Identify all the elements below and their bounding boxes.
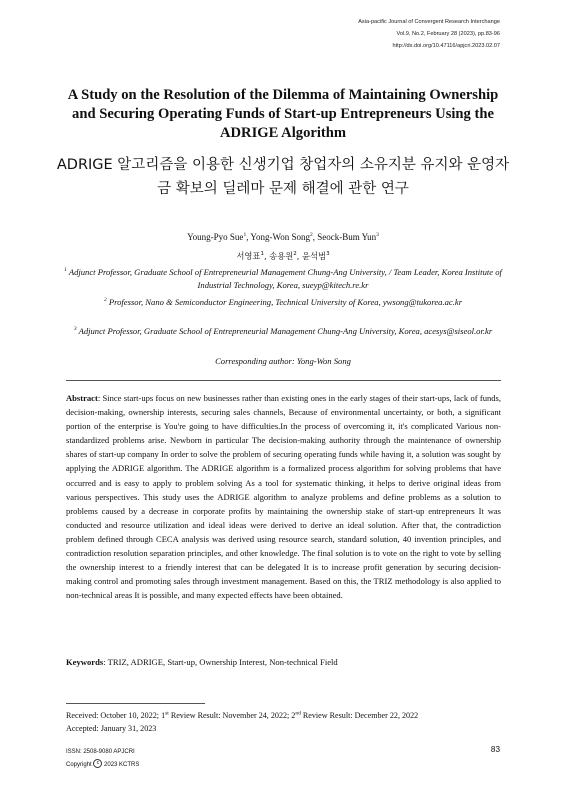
page-number: 83 xyxy=(490,745,500,754)
author-sup: 3 xyxy=(376,232,379,238)
review-dates xyxy=(66,710,501,723)
author-name: Seock-Bum Yun xyxy=(317,232,377,242)
affiliation-1 xyxy=(60,266,506,291)
received-text: Review Result: November 24, 2022; 2 xyxy=(168,711,296,720)
footnote-divider xyxy=(66,703,205,704)
journal-header xyxy=(358,16,500,52)
copyright-owner: 2023 KCTRS xyxy=(104,761,140,768)
affiliation-sup: 3 xyxy=(73,326,77,333)
journal-doi[interactable]: http://dx.doi.org/10.47116/apjcri.2023.02.07 xyxy=(392,43,500,49)
affiliation-3 xyxy=(50,325,516,338)
abstract: Abstract: Since start-ups focus on new businesses rather than existing ones in the early stages of their start-ups, lack of funds, decision-making, ownership interests, securing sales channels, Because of environmental uncertainty, or both, a significant portion of the enterprise is You're going to have difficulties.In the process of overcoming it, it's complicated Various non-standardized problems arise. Newborn in particular The decision-making authority through the maintenance of ownership shares of start-up company In order to solve the problem of securing operating funds while having it, a solution was sought by applying the ADRIGE algorithm. The ADRIGE algorithm is a formalized process algorithm for solving problems that have occurred and is easy to apply to problem solving As a tool for systematic thinking, it helps to derive original ideas from various perspectives. This study uses the ADRIGE algorithm to analyze problems and define problems as a solution to problems caused by a decrease in corporate profits by maintaining the ownership stake of start-up entrepreneurs It was conducted and resource utilization and ideal ideas were derived to derive an ideal solution. After that, the contradiction problem defined through CECA analysis was derived using resource search, standard solution, 40 invention principles, and contradiction resolution separation principles, and other knowledge. The final solution is to vote on the right to vote by selling the ownership interest to a friendly interest that can be delegated It is to increase profit generation by securing decision-making control and promoting sales through investment management. Based on this, the TRIZ methodology is also applied to non-technical areas It is possible, and many expected effects have been obtained. xyxy=(66,393,501,601)
author-list-korean: 서영표$^1$, 송용원$^2$, 윤석범$^3$ xyxy=(236,251,330,261)
author-name-ko: 윤석범 xyxy=(302,251,327,261)
keywords-text: TRIZ, ADRIGE, Start-up, Ownership Interest, Non-technical Field xyxy=(107,657,338,667)
author-name-ko: 송용원 xyxy=(269,251,294,261)
copyright-icon: c xyxy=(93,759,102,768)
author-sup: 1 xyxy=(260,251,264,258)
abstract-label: Abstract xyxy=(66,393,98,403)
accepted-date: Accepted: January 31, 2023 xyxy=(66,723,157,733)
page-footer xyxy=(66,746,501,771)
korean-title: ADRIGE 알고리즘을 이용한 신생기업 창업자의 소유지분 유지와 운영자금 확보의 딜레마 문제 해결에 관한 연구 xyxy=(56,157,510,197)
affiliation-sup: 1 xyxy=(64,267,67,274)
author-sup: 2 xyxy=(293,251,297,258)
affiliation-text: Adjunct Professor, Graduate School of Entrepreneurial Management Chung-Ang University, Korea, acesys@siseol.or.kr xyxy=(78,326,493,336)
english-title: A Study on the Resolution of the Dilemma of Maintaining Ownership and Securing Operating Funds of Start-up Entrepreneurs Using the ADRIGE Algorithm xyxy=(67,87,499,141)
author-list-english: Young-Pyo Sue$^1$, Yong-Won Song$^2$, Seock-Bum Yun$^3$ xyxy=(187,232,379,242)
received-text: Received: October 10, 2022; 1 xyxy=(66,711,166,720)
received-info xyxy=(66,710,501,735)
author-sup: 3 xyxy=(326,251,330,258)
affiliation-sup: 2 xyxy=(103,297,107,304)
affiliation-2 xyxy=(60,296,506,309)
author-sup: 2 xyxy=(309,232,313,238)
ordinal-sup: st xyxy=(165,710,169,717)
corresponding-author: Corresponding author: Yong-Won Song xyxy=(215,356,351,366)
journal-name: Asia-pacific Journal of Convergent Research Interchange xyxy=(358,19,500,25)
author-sup: 1 xyxy=(243,232,247,238)
received-text: Review Result: December 22, 2022 xyxy=(300,711,419,720)
journal-issue: Vol.9, No.2, February 28 (2023), pp.83-96 xyxy=(396,31,500,37)
issn: ISSN: 2508-9080 APJCRI xyxy=(66,749,135,755)
ordinal-sup: nd xyxy=(295,710,301,717)
copyright-label: Copyright xyxy=(66,761,92,768)
abstract-text: Since start-ups focus on new businesses rather than existing ones in the early stages of their start-ups, lack of funds, decision-making, ownership interests, securing sales channels, Because of environmental uncertainty, or both, a significant portion of the enterprise is You're going to have difficulties.In the process of overcoming it, it's complicated Various non-standardized problems arise. Newborn in particular The decision-making authority through the maintenance of ownership shares of start-up company In order to solve the problem of securing operating funds while having it, a solution was sought by applying the ADRIGE algorithm. The ADRIGE algorithm is a formalized process algorithm for solving problems that have occurred and is easy to apply to problem solving As a tool for systematic thinking, it helps to derive original ideas from various perspectives. This study uses the ADRIGE algorithm to analyze problems and define problems as a solution to problems caused by a decrease in corporate profits by maintaining the ownership stake of start-up entrepreneurs It was conducted and resource utilization and ideal ideas were derived to derive an ideal solution. After that, the contradiction problem defined through CECA analysis was derived using resource search, standard solution, 40 invention principles, and contradiction resolution separation principles, and other knowledge. The final solution is to vote on the right to vote by selling the ownership interest to a friendly interest that can be delegated It is to increase profit generation by securing decision-making control and promoting sales through investment management. Based on this, the TRIZ methodology is also applied to non-technical areas It is possible, and many expected effects have been obtained. xyxy=(66,393,501,601)
keywords: Keywords: TRIZ, ADRIGE, Start-up, Ownership Interest, Non-technical Field xyxy=(66,657,338,667)
affiliation-text: Adjunct Professor, Graduate School of Entrepreneurial Management Chung-Ang University, / Team Leader, Korea Institute of Industrial Technology, Korea, sueyp@kitech.re.kr xyxy=(68,267,502,290)
author-name: Yong-Won Song xyxy=(250,232,310,242)
keywords-label: Keywords xyxy=(66,657,104,667)
copyright xyxy=(66,759,501,772)
author-name: Young-Pyo Sue xyxy=(187,232,244,242)
author-name-ko: 서영표 xyxy=(236,251,261,261)
divider xyxy=(66,380,501,381)
affiliation-text: Professor, Nano & Semiconductor Engineering, Technical University of Korea, ywsong@tukorea.ac.kr xyxy=(108,297,463,307)
